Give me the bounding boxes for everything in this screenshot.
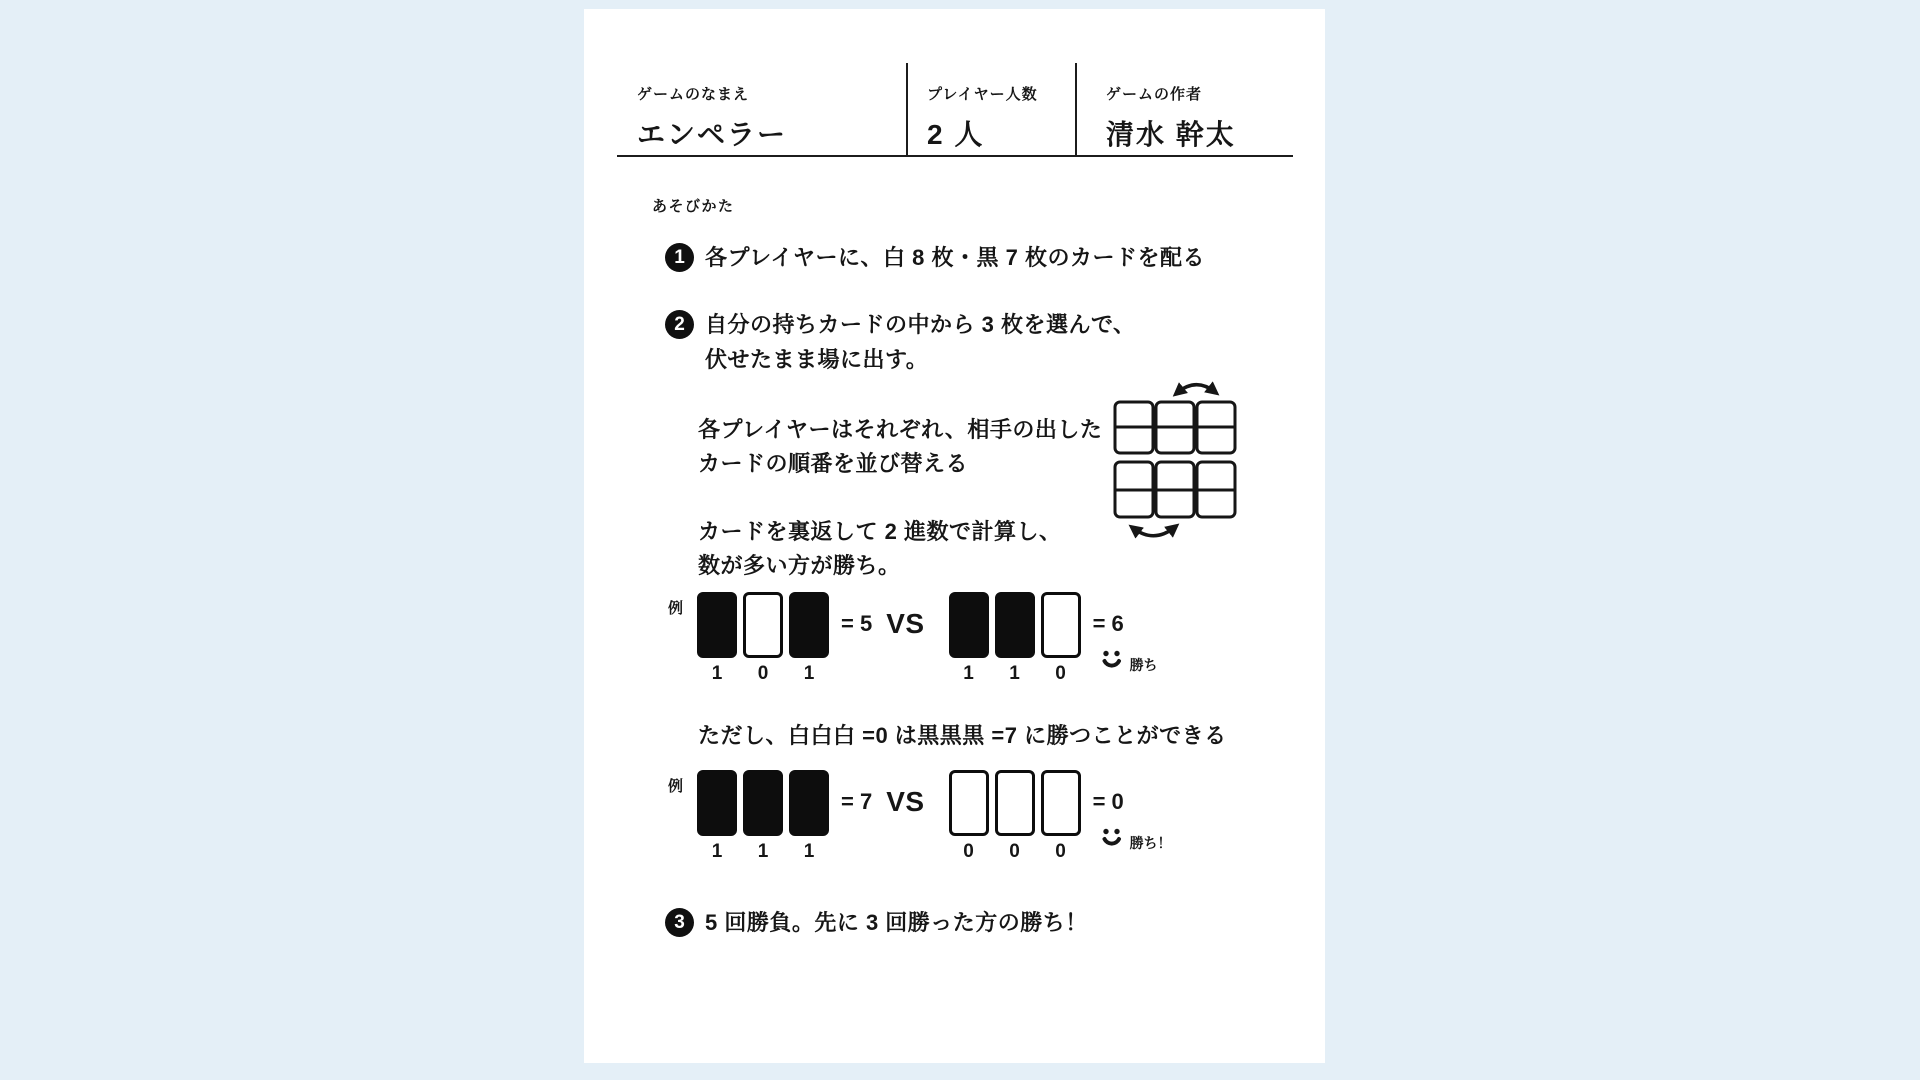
bit-value: 0 (1009, 841, 1020, 862)
step-2-badge: 2 (665, 310, 694, 339)
example-2-label: 例 (668, 778, 684, 795)
step-1 (665, 243, 1205, 272)
bit-value: 1 (963, 663, 974, 684)
step-1-text: 各プレイヤーに、白 8 枚・黒 7 枚のカードを配る (705, 245, 1205, 270)
example-1 (668, 592, 1158, 685)
step-2-text (705, 307, 1136, 377)
binary-note-line1: カードを裏返して 2 進数で計算し、 (698, 519, 1062, 544)
binary-note (698, 515, 1061, 583)
example-2-vs: VS (886, 786, 925, 817)
example-1-left-hand (697, 592, 829, 685)
step-2 (665, 310, 1136, 377)
example-2-left-result: = 7 (841, 789, 873, 814)
example-1-vs: VS (886, 608, 925, 639)
playing-card (949, 770, 989, 836)
rearrange-note (698, 413, 1102, 481)
playing-card (697, 770, 737, 836)
example-2 (668, 770, 1172, 863)
playing-card (949, 592, 989, 658)
bit-value: 0 (757, 663, 769, 684)
bit-value: 1 (803, 663, 815, 684)
step-3-text: 5 回勝負。先に 3 回勝った方の勝ち！ (705, 910, 1088, 935)
example-1-left-result: = 5 (841, 611, 873, 636)
playing-card (789, 592, 829, 658)
rearrange-note-line1: 各プレイヤーはそれぞれ、相手の出した (698, 417, 1103, 442)
bit-value: 1 (1009, 663, 1020, 684)
example-1-winner (1093, 592, 1158, 675)
playing-card (995, 592, 1035, 658)
game-name-value: エンペラー (637, 119, 788, 150)
playing-card (995, 770, 1035, 836)
diagram-card-row-1 (1115, 402, 1235, 453)
example-2-win-label: 勝ち！ (1129, 835, 1172, 851)
bit-value: 0 (1055, 663, 1066, 684)
example-2-left-hand (697, 770, 829, 863)
game-name-label: ゲームのなまえ (637, 86, 750, 103)
header-field-author (1075, 63, 1293, 155)
player-count-value: 2 人 (927, 119, 985, 150)
swap-arrow-top-icon (1177, 385, 1215, 393)
playing-card (743, 770, 783, 836)
bit-value: 1 (757, 841, 769, 862)
bit-value: 0 (1055, 841, 1066, 862)
author-label: ゲームの作者 (1106, 86, 1203, 103)
example-1-win-label: 勝ち (1129, 657, 1158, 673)
winner-smiley-icon (1102, 650, 1122, 672)
playing-card (789, 770, 829, 836)
example-2-winner (1093, 770, 1172, 853)
author-value: 清水 幹太 (1106, 119, 1236, 150)
exception-note: ただし、白白白 =0 は黒黒黒 =7 に勝つことができる (698, 723, 1227, 748)
playing-card (743, 592, 783, 658)
swap-arrow-bottom-icon (1133, 527, 1175, 536)
playing-card (1041, 592, 1081, 658)
step-2-line1: 自分の持ちカードの中から 3 枚を選んで、 (705, 312, 1136, 337)
bit-value: 1 (711, 663, 723, 684)
bit-value: 1 (711, 841, 723, 862)
step-2-line2: 伏せたまま場に出す。 (705, 347, 929, 372)
step-3-badge: 3 (665, 908, 694, 937)
example-1-right-hand (949, 592, 1081, 685)
example-2-right-hand (949, 770, 1081, 863)
rearrange-note-line2: カードの順番を並び替える (698, 451, 969, 476)
bit-value: 1 (803, 841, 815, 862)
playing-card (1041, 770, 1081, 836)
step-1-badge: 1 (665, 243, 694, 272)
example-1-right-result: = 6 (1092, 611, 1124, 636)
example-2-right-result: = 0 (1092, 789, 1124, 814)
player-count-label: プレイヤー人数 (927, 86, 1038, 103)
header-table (617, 63, 1293, 157)
bit-value: 0 (963, 841, 974, 862)
playing-card (697, 592, 737, 658)
diagram-card-row-2 (1115, 462, 1235, 517)
how-to-play-heading: あそびかた (652, 198, 735, 215)
winner-smiley-icon (1102, 828, 1122, 850)
example-1-label: 例 (668, 600, 684, 617)
rule-sheet-card (584, 9, 1325, 1063)
header-field-game-name (617, 63, 906, 155)
header-field-player-count (906, 63, 1075, 155)
binary-note-line2: 数が多い方が勝ち。 (698, 553, 901, 578)
card-rearrange-diagram (1097, 380, 1249, 552)
step-3 (665, 908, 1088, 937)
